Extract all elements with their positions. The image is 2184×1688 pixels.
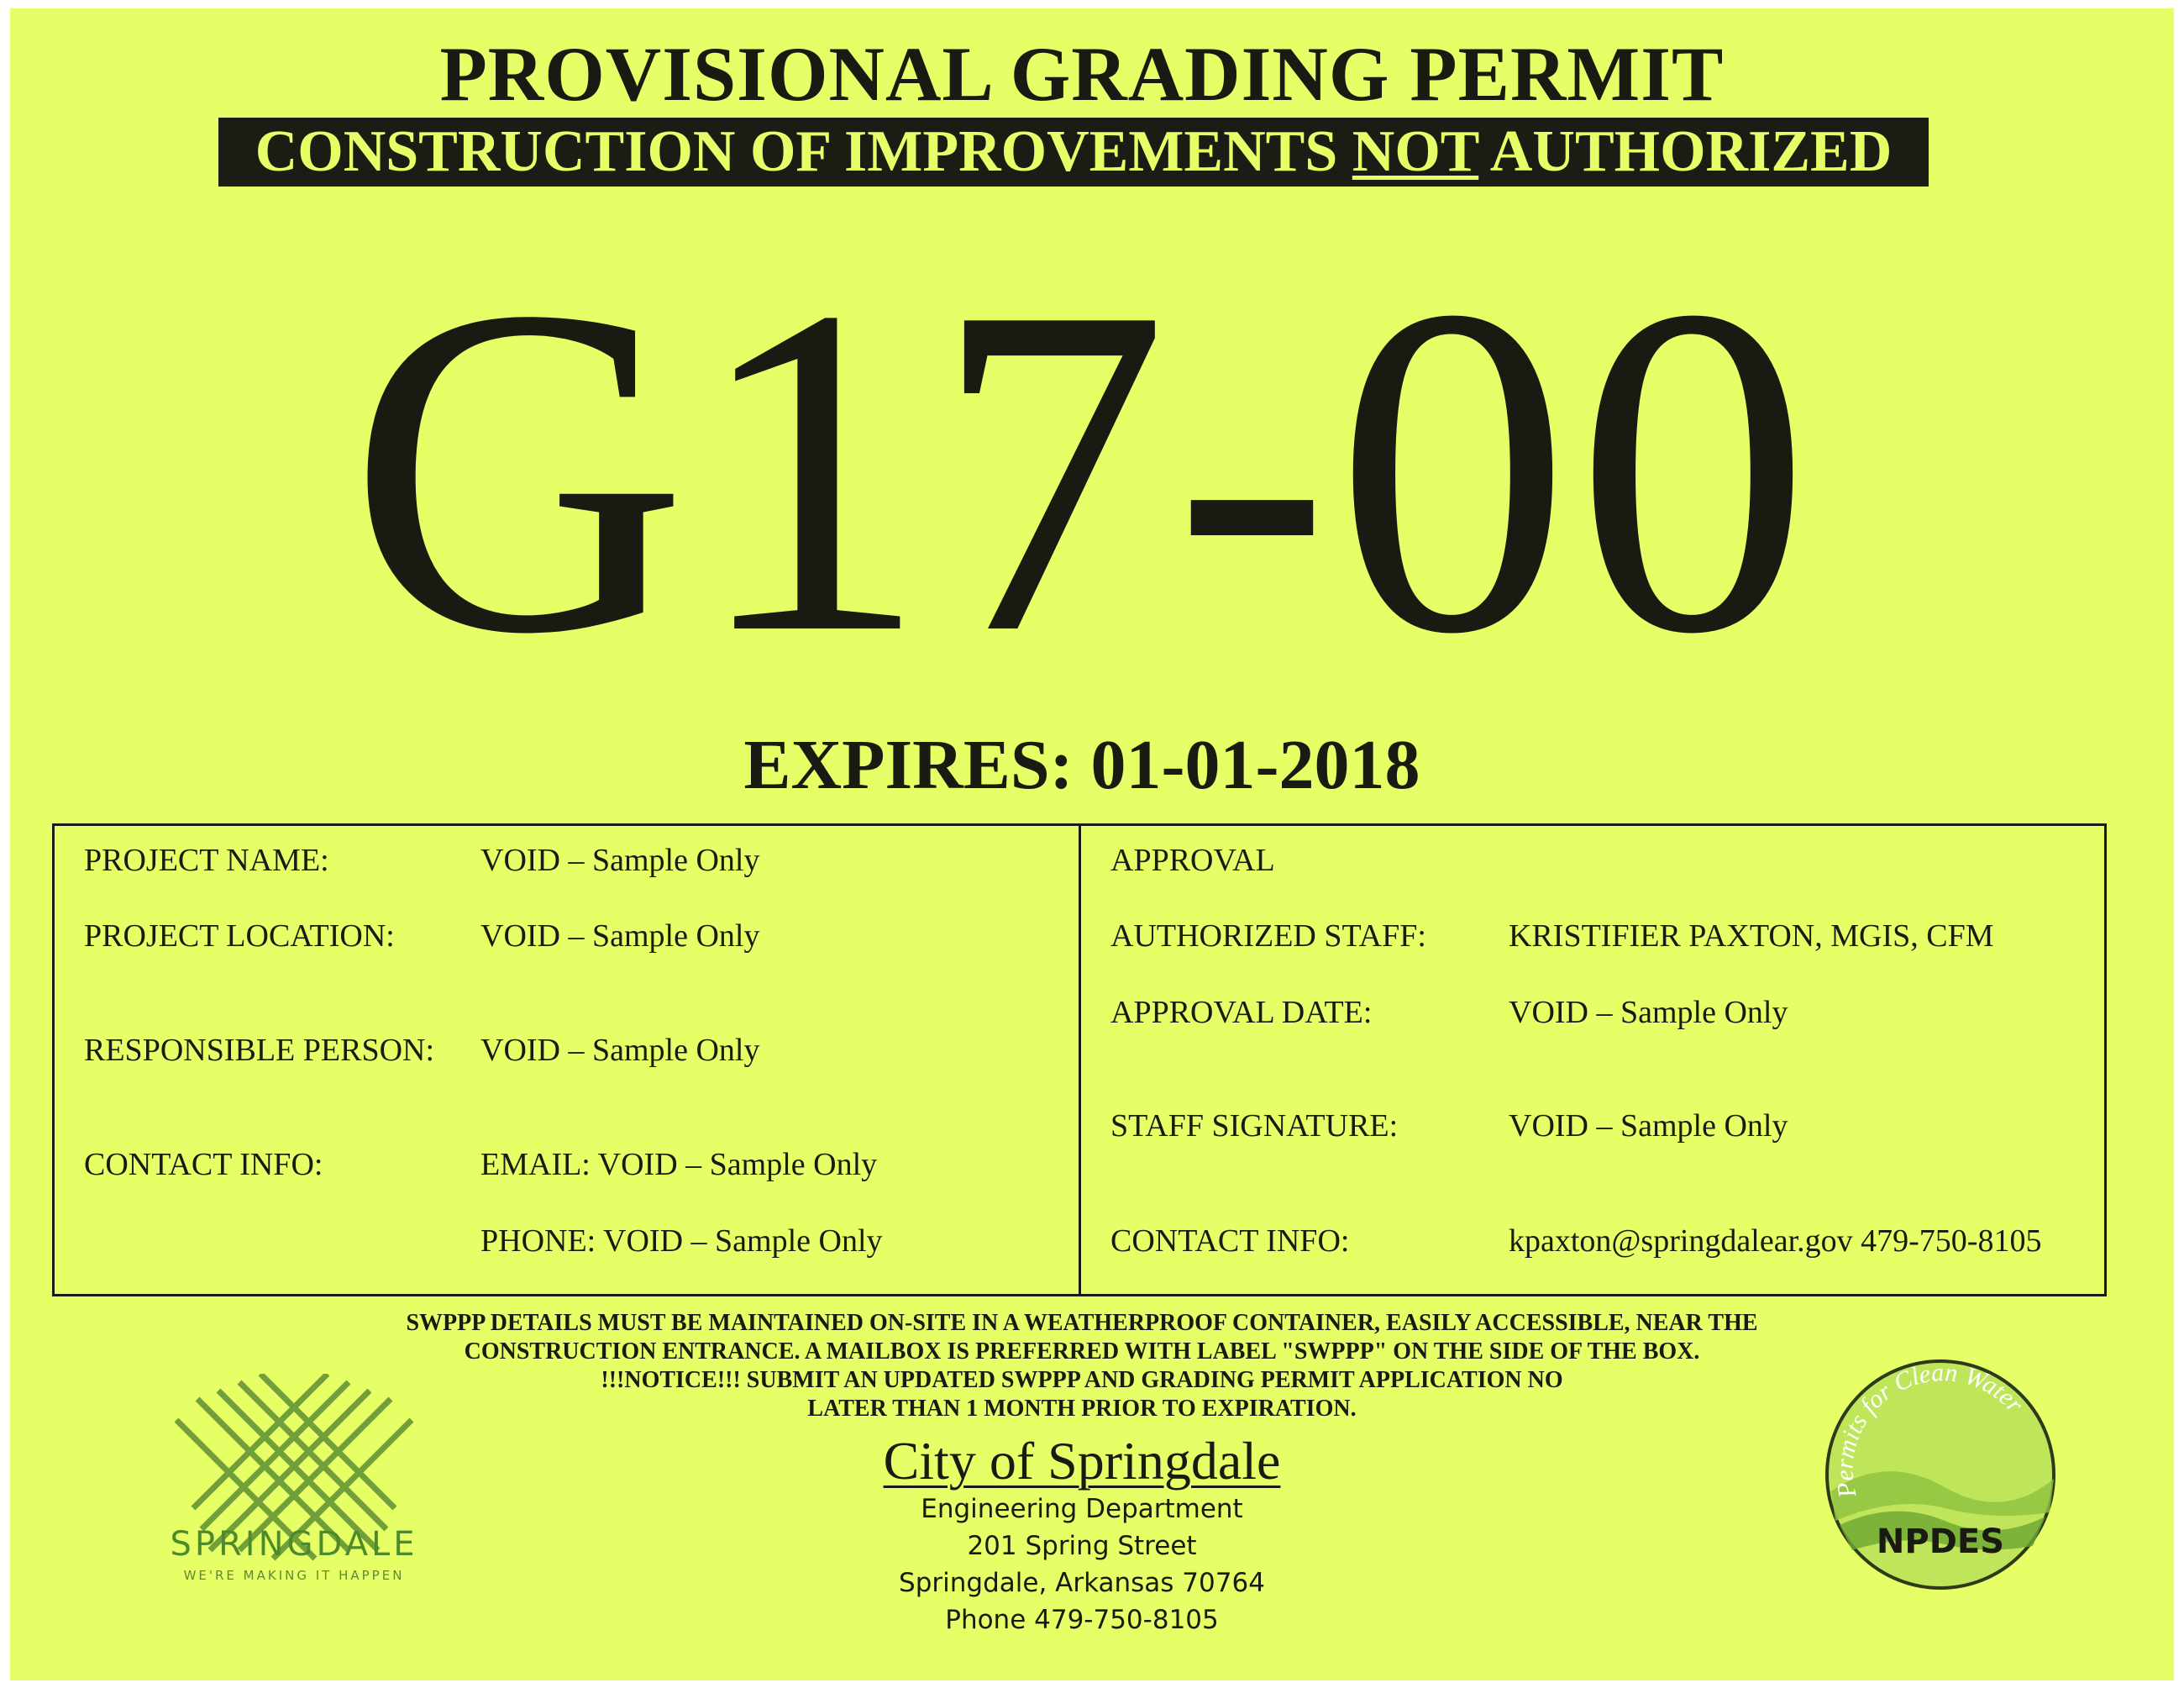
contact-phone: PHONE: VOID – Sample Only <box>480 1223 883 1259</box>
permit-title: PROVISIONAL GRADING PERMIT <box>439 31 1725 117</box>
street-address: 201 Spring Street <box>967 1531 1197 1561</box>
notice-line-4: LATER THAN 1 MONTH PRIOR TO EXPIRATION. <box>807 1396 1357 1422</box>
contact-info-label: CONTACT INFO: <box>84 1147 323 1182</box>
authorized-staff-label: AUTHORIZED STAFF: <box>1110 918 1426 954</box>
expiration-date: EXPIRES: 01-01-2018 <box>743 726 1420 804</box>
project-location-value: VOID – Sample Only <box>480 918 760 954</box>
staff-contact-value: kpaxton@springdalear.gov 479-750-8105 <box>1509 1223 2042 1259</box>
permit-number: G17-00 <box>348 210 1816 731</box>
project-name-value: VOID – Sample Only <box>480 843 760 878</box>
project-location-label: PROJECT LOCATION: <box>84 918 395 954</box>
springdale-logo-tagline: WE'RE MAKING IT HAPPEN <box>183 1568 405 1583</box>
subtitle-after: AUTHORIZED <box>1478 119 1893 184</box>
notice-line-2: CONSTRUCTION ENTRANCE. A MAILBOX IS PREFERRED WITH LABEL "SWPPP" ON THE SIDE OF THE BOX. <box>464 1338 1700 1365</box>
approval-heading: APPROVAL <box>1110 843 1275 878</box>
approval-date-label: APPROVAL DATE: <box>1110 995 1373 1030</box>
staff-contact-label: CONTACT INFO: <box>1110 1223 1350 1259</box>
project-name-label: PROJECT NAME: <box>84 843 329 878</box>
npdes-seal-icon <box>1819 1353 2062 1596</box>
responsible-person-value: VOID – Sample Only <box>480 1033 760 1068</box>
staff-signature-label: STAFF SIGNATURE: <box>1110 1108 1399 1144</box>
city-name-text: City of Springdale <box>883 1431 1281 1491</box>
npdes-arc-text: Permits for Clean Water <box>1830 1358 2029 1501</box>
phone: Phone 479-750-8105 <box>945 1605 1219 1635</box>
contact-email: EMAIL: VOID – Sample Only <box>480 1147 878 1182</box>
swppp-notice <box>252 1309 1912 1423</box>
notice-line-3: !!!NOTICE!!! SUBMIT AN UPDATED SWPPP AND GRADING PERMIT APPLICATION NO <box>601 1367 1563 1393</box>
department: Engineering Department <box>921 1494 1243 1524</box>
staff-signature-value: VOID – Sample Only <box>1509 1108 1788 1144</box>
approval-date-value: VOID – Sample Only <box>1509 995 1788 1030</box>
npdes-label: NPDES <box>1876 1522 2005 1561</box>
responsible-person-label: RESPONSIBLE PERSON: <box>84 1033 435 1068</box>
authorized-staff-value: KRISTIFIER PAXTON, MGIS, CFM <box>1509 918 1994 954</box>
city-state-zip: Springdale, Arkansas 70764 <box>899 1568 1265 1598</box>
notice-line-1: SWPPP DETAILS MUST BE MAINTAINED ON-SITE IN A WEATHERPROOF CONTAINER, EASILY ACCESSIBLE, NEAR THE <box>406 1310 1758 1336</box>
info-table-divider <box>1079 823 1081 1296</box>
springdale-logo-name: SPRINGDALE <box>170 1525 418 1564</box>
subtitle-emphasis: NOT <box>1352 119 1479 184</box>
subtitle-text <box>218 118 1929 187</box>
subtitle-before: CONSTRUCTION OF IMPROVEMENTS <box>255 119 1352 184</box>
